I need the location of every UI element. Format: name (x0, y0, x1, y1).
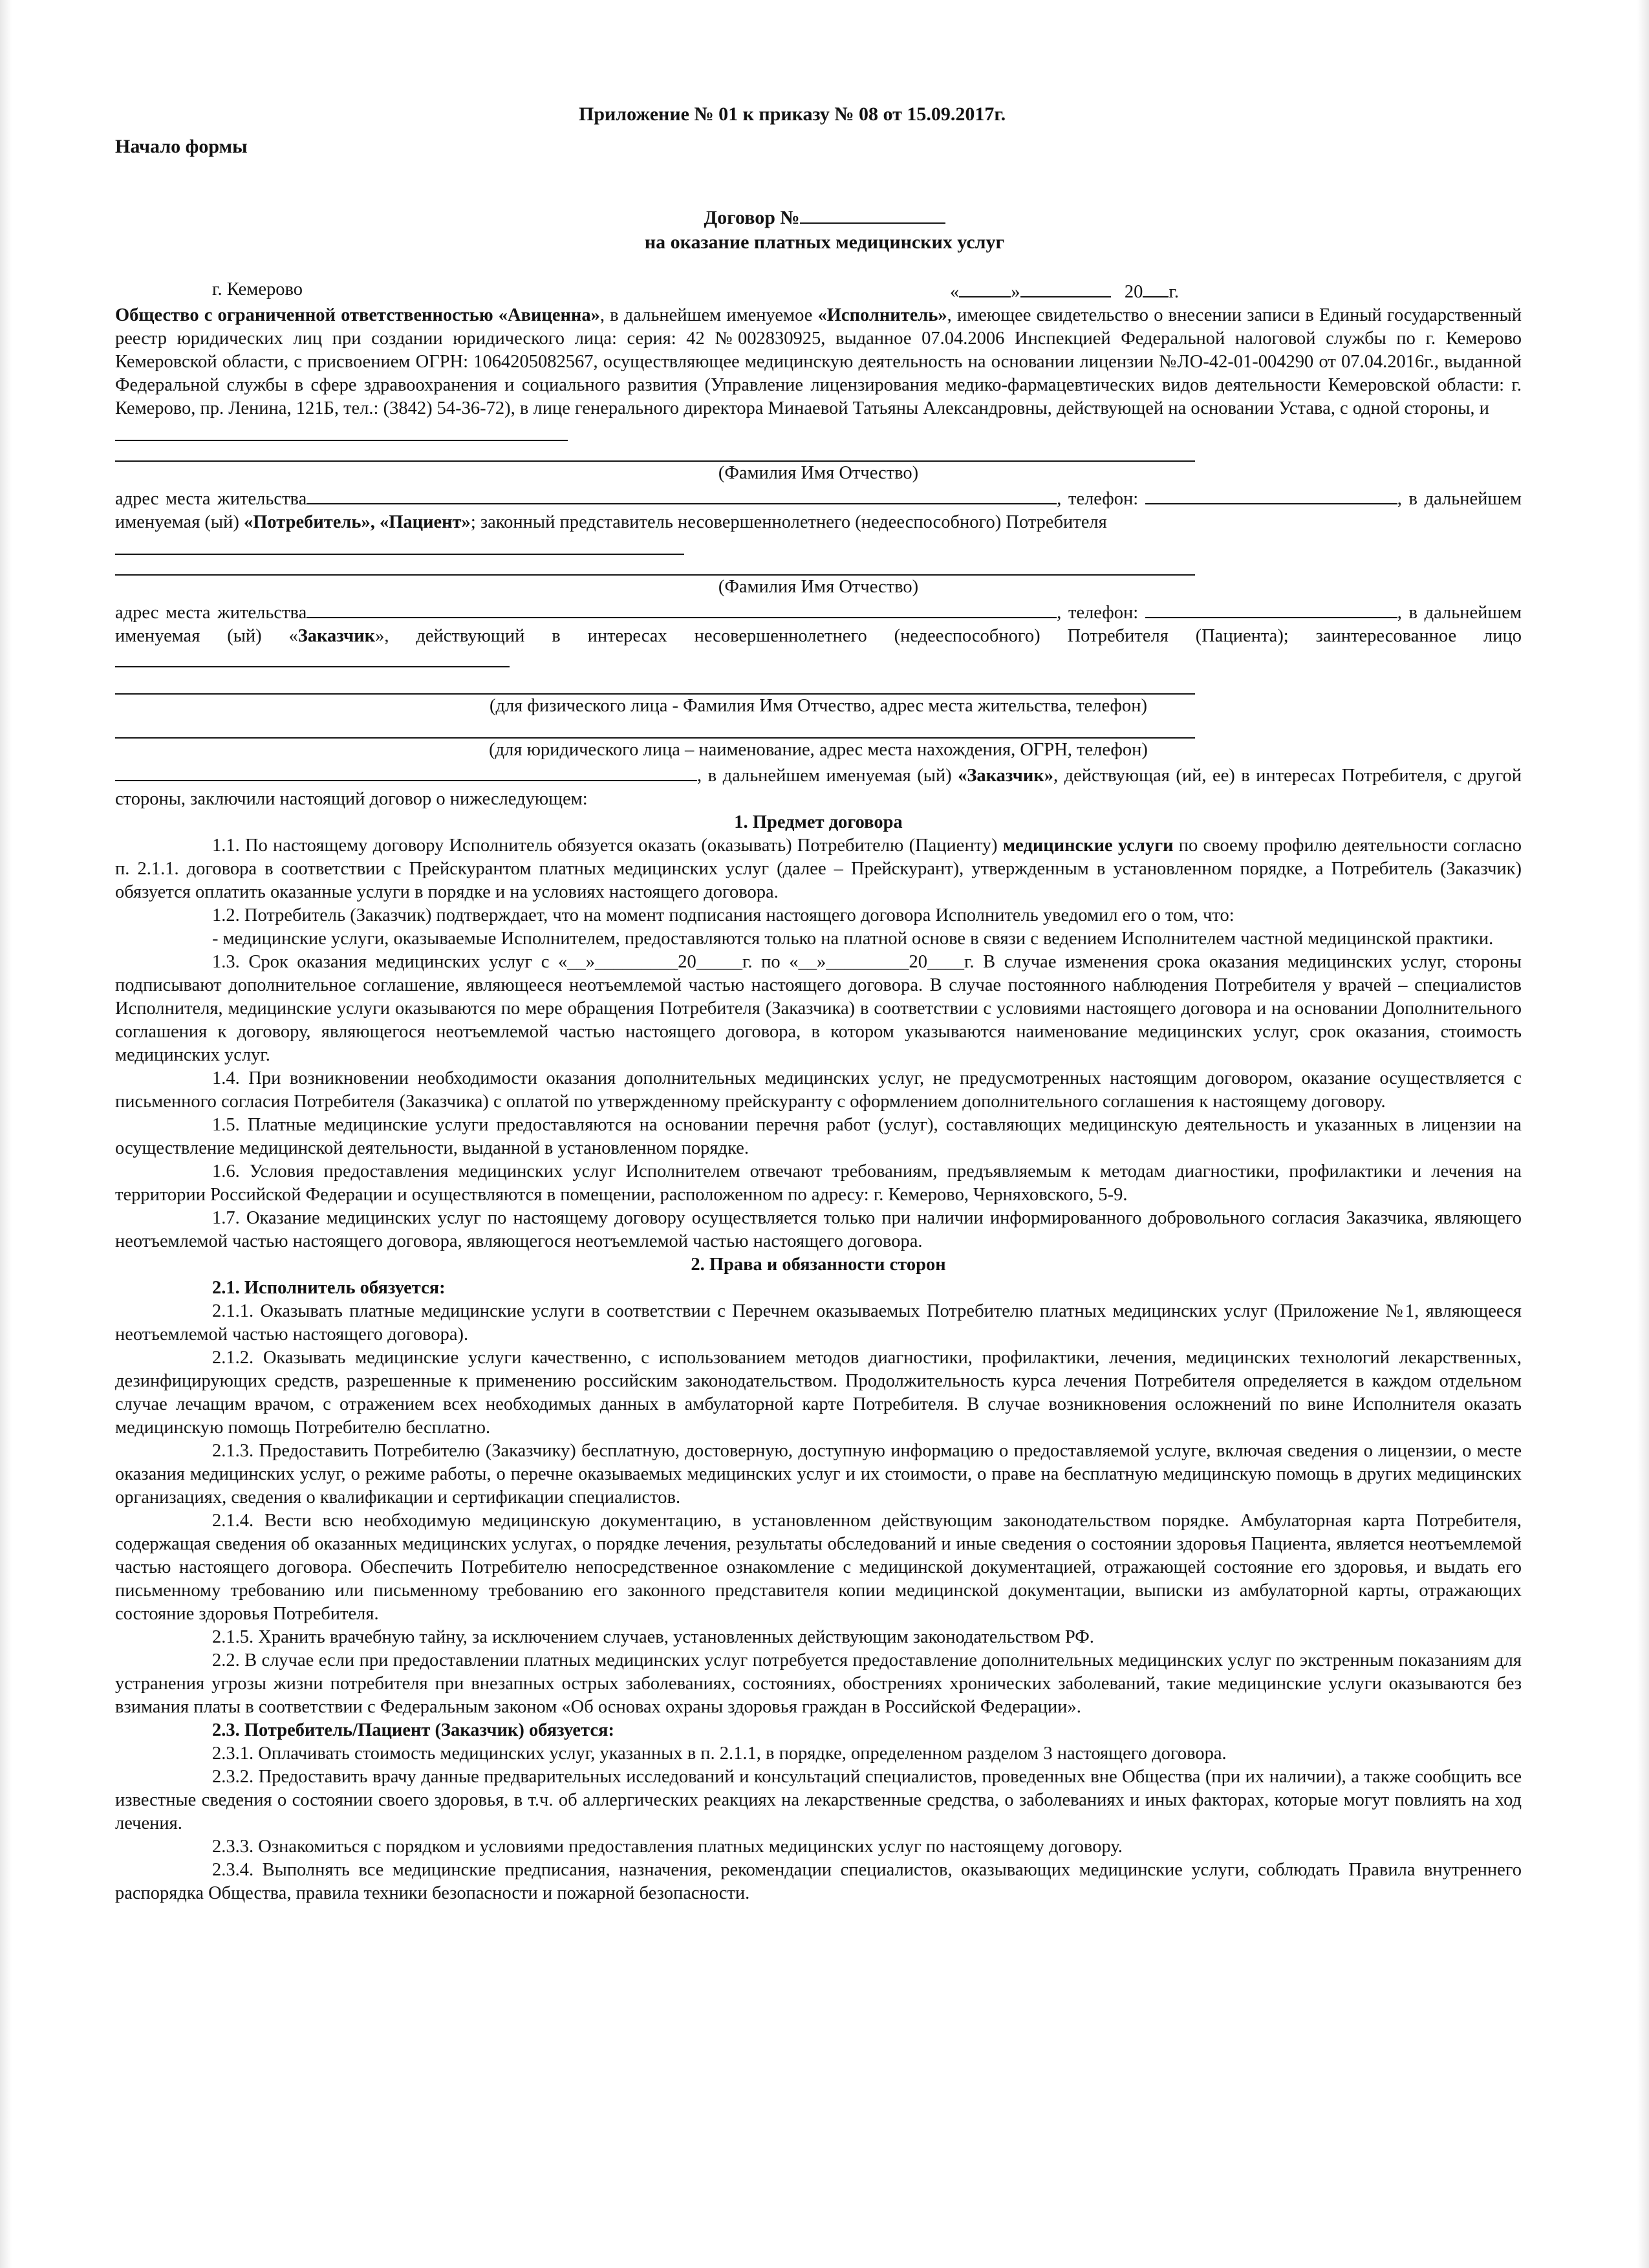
contract-body (115, 278, 1522, 1905)
clause-2-2: 2.2. В случае если при предоставлении платных медицинских услуг потребуется предоставление дополнительных медицинских услуг по экстренным показаниям для устранения угрозы жизни потребителя при внезапных острых заболеваниях, состояниях, обострениях хронических заболеваний, такие медицинские услуги оказываются без взимания платы в соответствии с Федеральным законом «Об основах охраны здоровья граждан в Российской Федерации». (115, 1650, 1522, 1717)
clause-2-3-2: 2.3.2. Предоставить врачу данные предварительных исследований и консультаций специалистов, проведенных вне Общества (при их наличии), а также сообщить все известные сведения о состоянии своего здоровья, в т.ч. об аллергических реакциях на лекарственные средства, о заболеваниях и иных факторах, которые могут повлиять на ход лечения. (115, 1767, 1522, 1833)
contract-subject: на оказание платных медицинских услуг (644, 232, 1005, 253)
representative-line-2 (115, 555, 1195, 576)
section-2-heading: 2. Права и обязанности сторон (691, 1255, 946, 1275)
legal-person-caption: (для юридического лица – наименование, адрес места нахождения, ОГРН, телефон) (489, 740, 1148, 760)
contract-title (0, 206, 1649, 255)
appendix-header: Приложение № 01 к приказу № 08 от 15.09.2017г. (579, 103, 1006, 125)
physical-person-caption: (для физического лица - Фамилия Имя Отчество, адрес места жительства, телефон) (489, 696, 1148, 716)
clause-2-1-3: 2.1.3. Предоставить Потребителю (Заказчику) бесплатную, достоверную, доступную информацию о предоставляемой услуге, включая сведения о лицензии, о месте оказания медицинских услуг, о режиме работы, о перечне оказываемых медицинских услуг и их стоимости, о праве на бесплатную медицинскую помощь в других медицинских организациях, сведения о квалификации и сертификации специалистов. (115, 1441, 1522, 1507)
city-label: г. Кемерово (212, 279, 303, 299)
parties-closing-paragraph: , в дальнейшем именуемая (ый) «Заказчик», действующая (ий, ее) в интересах Потребителя, с другой стороны, заключили настоящий договор о нижеследующем: (115, 762, 1522, 811)
clause-1-2-item: - медицинские услуги, оказываемые Исполнителем, предоставляются только на платной основе в связи с ведением Исполнителем частной медицинской практики. (212, 929, 1494, 949)
legal-person-line (115, 718, 1195, 739)
consumer-fio-line-1 (115, 420, 568, 441)
clause-2-1-5: 2.1.5. Хранить врачебную тайну, за исключением случаев, установленных действующим законодательством РФ. (212, 1627, 1094, 1647)
fio-caption-2: (Фамилия Имя Отчество) (718, 577, 919, 597)
representative-line-1 (115, 534, 684, 555)
clause-1-7: 1.7. Оказание медицинских услуг по настоящему договору осуществляется только при наличии информированного добровольного согласия Заказчика, являющего неотъемлемой частью настоящего договора, являющегося неотъемлемой частью настоящего договора. (115, 1208, 1522, 1251)
clause-2-3-4: 2.3.4. Выполнять все медицинские предписания, назначения, рекомендации специалистов, оказывающих медицинские услуги, соблюдать Правила внутреннего распорядка Общества, правила техники безопасности и пожарной безопасности. (115, 1860, 1522, 1903)
consumer-fio-line-2 (115, 441, 1195, 462)
contract-number-blank (800, 206, 945, 224)
clause-1-3: 1.3. Срок оказания медицинских услуг с «__»_________20_____г. по «__»_________20____г. В случае изменения срока оказания медицинских услуг, стороны подписывают дополнительное соглашение, являющееся неотъемлемой частью настоящего договора. В случае постоянного наблюдения Потребителя у врачей – специалистов Исполнителя, медицинские услуги оказываются по мере обращения Потребителя (Заказчика) в соответствии с условиями настоящего договора и на основании Дополнительного соглашения к договору, являющегося неотъемлемой частью настоящего договора, в котором указываются наименование медицинских услуг, срок оказания, стоимость медицинских услуг. (115, 952, 1522, 1065)
clause-2-1-4: 2.1.4. Вести всю необходимую медицинскую документацию, в установленном действующим законодательством порядке. Амбулаторная карта Потребителя, содержащая сведения об оказанных медицинских услугах, о порядке лечения, результаты обследований и иные сведения о состоянии здоровья Пациента, является неотъемлемой частью настоящего договора. Обеспечить Потребителю непосредственное ознакомление с медицинской документацией, отражающей состояние его здоровья, и выдать его письменному требованию или письменному требованию его законного представителя копии медицинской документации, выписки из амбулаторной карты, отражающих состояние здоровья Потребителя. (115, 1511, 1522, 1624)
clause-2-1-2: 2.1.2. Оказывать медицинские услуги качественно, с использованием методов диагностики, профилактики, лечения, медицинских технологий лекарственных, дезинфицирующих средств, разрешенные к применению российским законодательством. Продолжительность курса лечения Потребителя определяется в каждом отдельном случае лечащим врачом, с отражением всех необходимых данных в амбулаторной карте Потребителя. В случае возникновения осложнений по вине Исполнителя оказать медицинскую помощь Потребителю бесплатно. (115, 1348, 1522, 1438)
clause-1-1: 1.1. По настоящему договору Исполнитель обязуется оказать (оказывать) Потребителю (Пациенту) медицинские услуги по своему профилю деятельности согласно п. 2.1.1. договора в соответствии с Прейскурантом платных медицинских услуг (далее – Прейскурант), утвержденным в установленном порядке, а Потребитель (Заказчик) обязуется оплатить оказанные услуги в порядке и на условиях настоящего договора. (115, 836, 1522, 902)
clause-1-5: 1.5. Платные медицинские услуги предоставляются на основании перечня работ (услуг), составляющих медицинскую деятельность и указанных в лицензии на осуществление медицинской деятельности, выданной в установленном порядке. (115, 1115, 1522, 1158)
form-start-label: Начало формы (115, 136, 248, 157)
date-field: « » 20 г. (950, 278, 1179, 304)
clause-2-3-3: 2.3.3. Ознакомиться с порядком и условиями предоставления платных медицинских услуг по настоящему договору. (212, 1837, 1123, 1857)
customer-address-paragraph: адрес места жительства , телефон: , в дальнейшем именуемая (ый) «Заказчик», действующий в интересах несовершеннолетнего (недееспособного) Потребителя (Пациента); заинтересованное лицо (115, 599, 1522, 674)
clause-1-6: 1.6. Условия предоставления медицинских услуг Исполнителем отвечают требованиям, предъявляемым к методам диагностики, профилактики и лечения на территории Российской Федерации и осуществляются в помещении, расположенном по адресу: г. Кемерово, Черняховского, 5-9. (115, 1161, 1522, 1205)
interested-person-line (115, 674, 1195, 695)
clause-1-4: 1.4. При возникновении необходимости оказания дополнительных медицинских услуг, не предусмотренных настоящим договором, оказание осуществляется с письменного согласия Потребителя (Заказчика) с оплатой по утвержденному прейскуранту с оформлением дополнительного соглашения к настоящему договору. (115, 1068, 1522, 1112)
subsection-2-3-heading: 2.3. Потребитель/Пациент (Заказчик) обязуется: (212, 1720, 614, 1740)
contract-number-label: Договор № (704, 207, 800, 228)
city-date-row (115, 278, 1522, 304)
consumer-address-paragraph: адрес места жительства , телефон: , в дальнейшем именуемая (ый) «Потребитель», «Пациент»; законный представитель несовершеннолетнего (недееспособного) Потребителя (115, 485, 1522, 534)
subsection-2-1-heading: 2.1. Исполнитель обязуется: (212, 1278, 446, 1298)
section-1-heading: 1. Предмет договора (734, 812, 903, 832)
scan-edge-left (0, 0, 12, 2268)
scan-edge-right (1637, 0, 1649, 2268)
clause-1-2: 1.2. Потребитель (Заказчик) подтверждает, что на момент подписания настоящего договора Исполнитель уведомил его о том, что: (212, 905, 1234, 925)
preamble-paragraph: Общество с ограниченной ответственностью «Авиценна», в дальнейшем именуемое «Исполнитель», имеющее свидетельство о внесении записи в Единый государственный реестр юридических лиц при создании юридического лица: серия: 42 №002830925, выданное 07.04.2006 Инспекцией Федеральной налоговой службы по г. Кемерово Кемеровской области, с присвоением ОГРН: 1064205082567, осуществляющее медицинскую деятельность на основании лицензии №ЛО-42-01-004290 от 07.04.2016г., выданной Федеральной службы в сфере здравоохранения и социального развития (Управление лицензирования медико-фармацевтических видов деятельности Кемеровской области: г. Кемерово, пр. Ленина, 121Б, тел.: (3842) 54-36-72), в лице генерального директора Минаевой Татьяны Александровны, действующей на основании Устава, с одной стороны, и (115, 305, 1522, 418)
clause-2-1-1: 2.1.1. Оказывать платные медицинские услуги в соответствии с Перечнем оказываемых Потребителю платных медицинских услуг (Приложение №1, являющееся неотъемлемой частью настоящего договора). (115, 1301, 1522, 1345)
clause-2-3-1: 2.3.1. Оплачивать стоимость медицинских услуг, указанных в п. 2.1.1, в порядке, определенном разделом 3 настоящего договора. (212, 1744, 1227, 1764)
fio-caption: (Фамилия Имя Отчество) (718, 463, 919, 483)
